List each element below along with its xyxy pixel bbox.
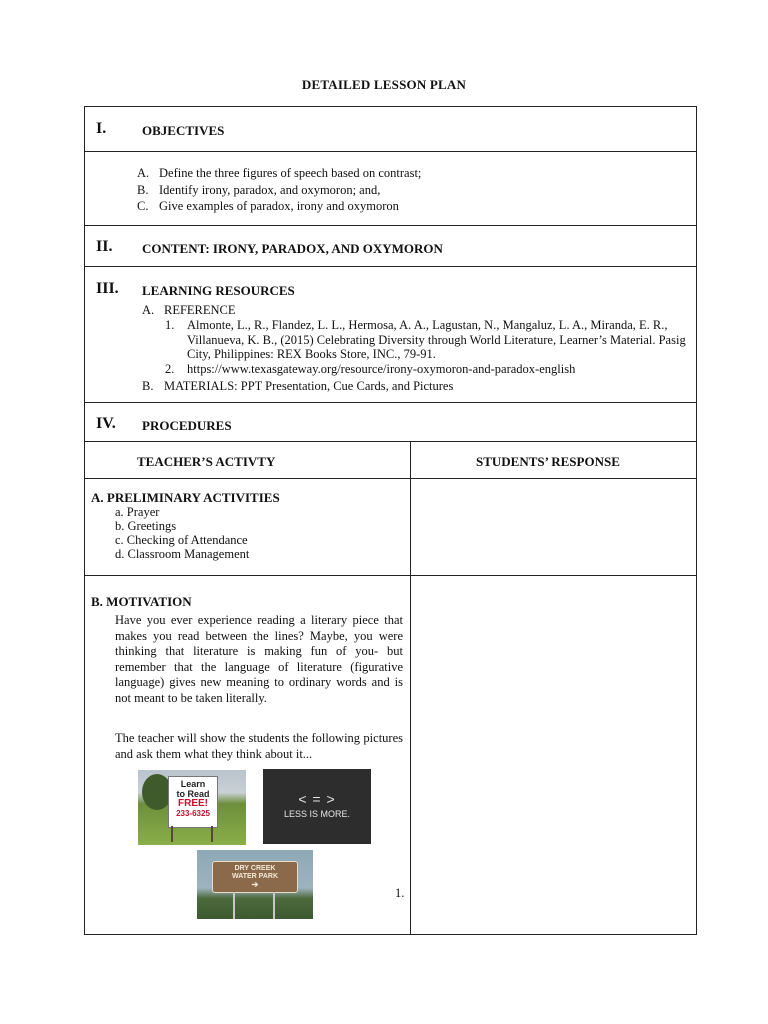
list-item: B. Identify irony, paradox, and oxymoron; and,	[137, 182, 381, 197]
column-divider	[410, 442, 411, 934]
section-number: II.	[96, 238, 113, 255]
section-title: PROCEDURES	[142, 418, 232, 433]
procedures-table	[85, 442, 696, 934]
list-item: C. Give examples of paradox, irony and oxymoron	[137, 199, 399, 213]
list-item: b. Greetings	[115, 519, 177, 533]
motivation-paragraph: Have you ever experience reading a literary piece that makes you read between the lines? Maybe, you were thinking that literature is making fun of you- but remember that the language of literature (figurative language) gives new meaning to ordinary words and is not meant to be taken literally.	[115, 613, 403, 705]
motivation-instruction: The teacher will show the students the following pictures and ask them what they think about it...	[115, 731, 403, 761]
procedures-header	[85, 403, 696, 442]
motivation-title: B. MOTIVATION	[91, 594, 192, 609]
students-column-header: STUDENTS’ RESPONSE	[476, 454, 620, 469]
preliminary-title: A. PRELIMINARY ACTIVITIES	[91, 490, 280, 505]
section-title: OBJECTIVES	[142, 123, 225, 138]
list-item: 2. https://www.texasgateway.org/resource/irony-oxymoron-and-paradox-english	[165, 361, 576, 376]
row-divider	[85, 575, 696, 576]
reference-heading: A. REFERENCE	[142, 303, 236, 317]
section-number: IV.	[96, 415, 116, 432]
lesson-plan-table	[84, 106, 697, 935]
document-title: DETAILED LESSON PLAN	[301, 77, 467, 92]
objectives-header	[85, 107, 696, 152]
section-title: CONTENT: IRONY, PARADOX, AND OXYMORON	[142, 241, 443, 256]
objectives-body	[85, 152, 696, 226]
learn-to-read-sign-photo: Learn to Read FREE! 233-6325	[138, 770, 246, 845]
less-is-more-photo: < = > LESS IS MORE.	[263, 769, 371, 844]
list-item: 1. Almonte, L., R., Flandez, L. L., Hermosa, A. A., Lagustan, N., Mangaluz, L. A., Miranda, E. R., Villanueva, K. B., (2015) Celebrating Diversity through World Literature, Learner’s Material. Pasig City, Philippines: REX Books Store, INC., 79-91.	[165, 318, 686, 361]
section-title: LEARNING RESOURCES	[142, 283, 295, 298]
objectives-list	[137, 165, 421, 215]
list-item: c. Checking of Attendance	[115, 533, 248, 547]
section-number: I.	[96, 120, 107, 137]
preliminary-list	[115, 505, 249, 561]
list-item: d. Classroom Management	[115, 547, 250, 561]
section-number: III.	[96, 280, 119, 297]
reference-list	[165, 318, 690, 376]
list-item: A. Define the three figures of speech based on contrast;	[137, 166, 422, 180]
dry-creek-water-park-photo: DRY CREEK WATER PARK ➔	[197, 850, 313, 919]
item-number: 1.	[395, 886, 405, 900]
resources-section	[85, 267, 696, 403]
teacher-column-header: TEACHER’S ACTIVTY	[137, 454, 276, 469]
materials-line: B. MATERIALS: PPT Presentation, Cue Cards, and Pictures	[142, 379, 454, 393]
list-item: a. Prayer	[115, 505, 160, 519]
row-divider	[85, 478, 696, 479]
content-header	[85, 226, 696, 267]
